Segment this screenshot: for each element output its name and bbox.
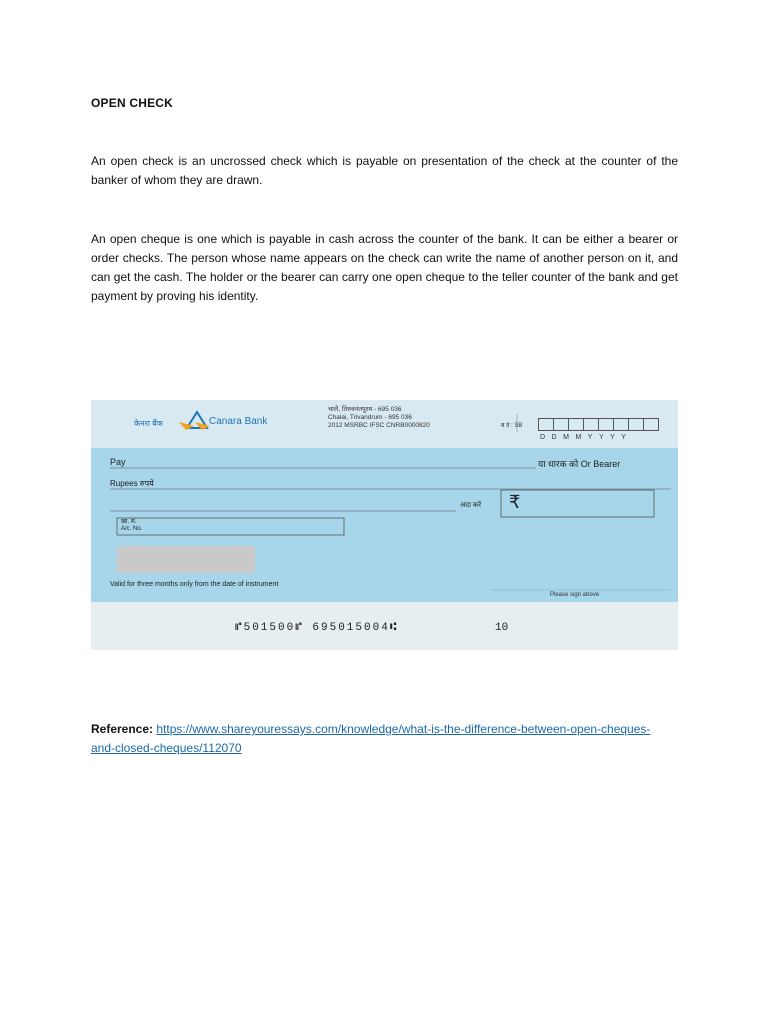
canara-logo-icon <box>179 412 210 430</box>
cheque-image <box>91 400 678 650</box>
validity-note: Valid for three months only from the date of instrument <box>110 581 279 588</box>
reference <box>91 720 651 758</box>
paragraph-explanation: An open cheque is one which is payable in cash across the counter of the bank. It can be either a bearer or order checks. The person whose name appears on the check can write the name of another person on it, and can get the cash. The holder or the bearer can carry one open cheque to the teller counter of the bank and get payment by proving his identity. <box>91 232 678 303</box>
signature-note: Please sign above <box>550 592 600 598</box>
reference-label: Reference: <box>91 722 157 736</box>
micr-line: ⑈501500⑈ 695015004⑆ <box>235 622 399 634</box>
branch-address <box>328 406 430 430</box>
account-label-english: A/c. No. <box>121 526 143 532</box>
bank-name: Canara Bank <box>209 416 268 427</box>
page-title: OPEN CHECK <box>91 96 174 110</box>
rupee-icon: ₹ <box>509 492 521 512</box>
ada-kare-label: अदा करें <box>460 502 482 509</box>
account-type-label: ब वं : SB <box>501 423 523 429</box>
pay-label: Pay <box>110 457 126 467</box>
bank-name-hindi: केनरा बैंक <box>134 419 163 428</box>
date-boxes <box>538 418 658 431</box>
reference-link[interactable]: https://www.shareyouressays.com/knowledge/what-is-the-difference-between-open-cheques-and-closed-cheques/112070 <box>91 722 651 755</box>
address-line-3: 2012 MSRBC IFSC CNRB0000820 <box>328 422 430 429</box>
address-line-1: चालै, तिरुवनंतपुरम - 695 036 <box>328 406 402 413</box>
date-format-label: DDMMYYYY <box>540 434 633 441</box>
account-number-label <box>121 519 142 533</box>
address-line-2: Chalai, Trivandrum - 695 036 <box>328 414 412 421</box>
bearer-label: या धारक को Or Bearer <box>538 459 621 469</box>
account-label-hindi: खा. सं. <box>121 519 137 525</box>
paragraph-definition: An open check is an uncrossed check which is payable on presentation of the check at the counter of the banker of whom they are drawn. <box>91 154 678 187</box>
rupees-label: Rupees रुपये <box>110 479 154 488</box>
transaction-code: 10 <box>495 622 509 634</box>
